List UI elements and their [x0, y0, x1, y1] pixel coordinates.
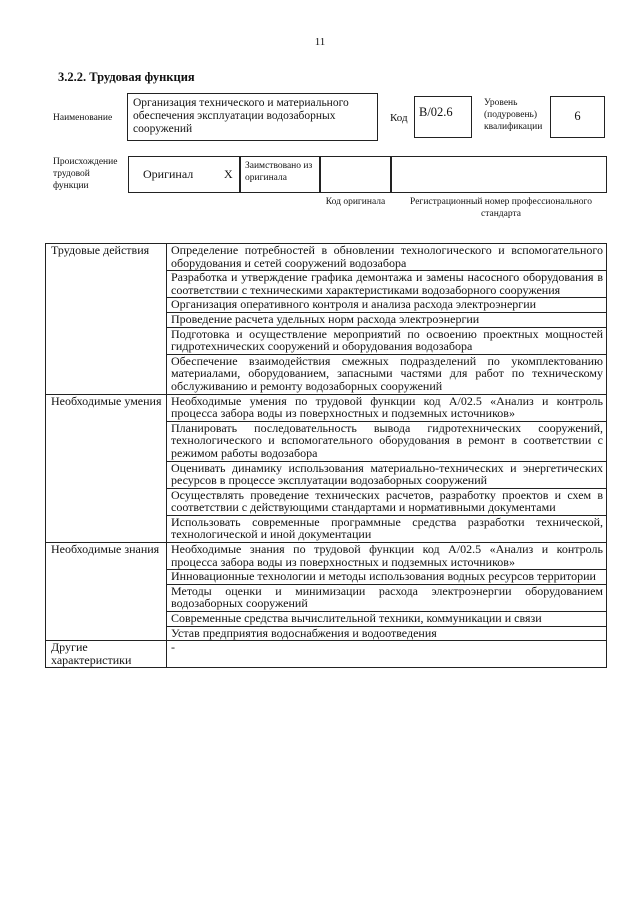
labor-function-table — [45, 243, 607, 668]
section-title: 3.2.2. Трудовая функция — [58, 70, 195, 84]
item-cell: Необходимые знания по трудовой функции код А/02.5 «Анализ и контроль процесса забора воды из поверхностных и подземных источников» — [167, 543, 607, 570]
table-row — [46, 641, 607, 668]
category-cell: Необходимые умения — [46, 394, 167, 543]
code-label: Код — [390, 112, 408, 124]
borrowed-box: Заимствовано из оригинала — [240, 156, 320, 193]
reg-number-box — [391, 156, 607, 193]
level-label: Уровень (подуровень) квалификации — [484, 98, 543, 132]
item-cell: - — [167, 641, 607, 668]
item-cell: Разработка и утверждение графика демонтажа и замены насосного оборудования в соответствии с техническими характеристиками водозаборного сооружения — [167, 271, 607, 298]
item-cell: Определение потребностей в обновлении технологического и вспомогательного оборудования и сетей сооружений водозабора — [167, 244, 607, 271]
category-cell: Необходимые знания — [46, 543, 167, 641]
item-cell: Необходимые умения по трудовой функции код А/02.5 «Анализ и контроль процесса забора воды из поверхностных и подземных источников» — [167, 394, 607, 421]
table-row — [46, 394, 607, 421]
table-row — [46, 244, 607, 271]
item-cell: Инновационные технологии и методы использования водных ресурсов территории — [167, 570, 607, 585]
table-body — [46, 244, 607, 668]
item-cell: Устав предприятия водоснабжения и водоотведения — [167, 626, 607, 641]
item-cell: Подготовка и осуществление мероприятий по освоению проектных мощностей гидротехнических сооружений и оборудования водозабора — [167, 327, 607, 354]
item-cell: Использовать современные программные средства разработки технической, технологической и иной документации — [167, 515, 607, 542]
function-name-box: Организация технического и материального обеспечения эксплуатации водозаборных сооружений — [127, 93, 378, 141]
original-box — [128, 156, 240, 193]
original-label: Оригинал — [143, 167, 194, 181]
item-cell: Проведение расчета удельных норм расхода электроэнергии — [167, 312, 607, 327]
item-cell: Методы оценки и минимизации расхода электроэнергии оборудованием водозаборных сооружений — [167, 584, 607, 611]
code-original-caption: Код оригинала — [325, 197, 386, 207]
item-cell: Планировать последовательность вывода гидротехнических сооружений, технологического и вспомогательного оборудования в ремонт в соответствии с режимом работы водозабора — [167, 421, 607, 461]
name-label: Наименование — [53, 113, 113, 123]
item-cell: Осуществлять проведение технических расчетов, разработку проектов и схем в соответствии с действующими стандартами и нормативными документами — [167, 488, 607, 515]
item-cell: Обеспечение взаимодействия смежных подразделений по укомплектованию материалами, оборудованием, запасными частями для работ по техническому обслуживанию и ремонту водозаборных сооружений — [167, 354, 607, 394]
origin-label: Происхождение трудовой функции — [53, 157, 118, 191]
item-cell: Организация оперативного контроля и анализа расхода электроэнергии — [167, 298, 607, 313]
category-cell: Другие характеристики — [46, 641, 167, 668]
item-cell: Современные средства вычислительной техники, коммуникации и связи — [167, 612, 607, 627]
table-row — [46, 543, 607, 570]
code-box: B/02.6 — [414, 96, 472, 138]
page-number: 11 — [314, 36, 326, 48]
level-box: 6 — [550, 96, 605, 138]
original-mark: X — [224, 167, 233, 181]
code-original-box — [320, 156, 391, 193]
item-cell: Оценивать динамику использования материально-технических и энергетических ресурсов в процессе эксплуатации водозаборных сооружений — [167, 461, 607, 488]
reg-number-caption: Регистрационный номер профессионального стандарта — [410, 197, 592, 219]
category-cell: Трудовые действия — [46, 244, 167, 395]
